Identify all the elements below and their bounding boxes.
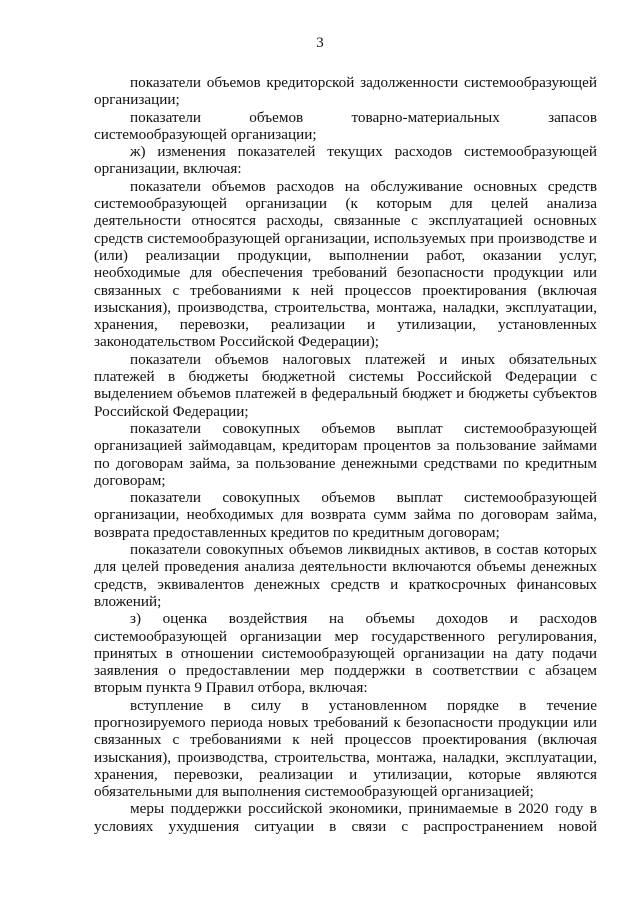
document-body (94, 74, 597, 835)
paragraph-item-zh: ж) изменения показателей текущих расходов системообразующей организации, включая: (94, 143, 597, 178)
paragraph-interest-payments: показатели совокупных объемов выплат системообразующей организацией займодавцам, кредиторам процентов за пользование займами по договорам займа, за пользование денежными средствами по кредитным договорам; (94, 419, 597, 489)
paragraph-support-measures: меры поддержки российской экономики, принимаемые в 2020 году в условиях ухудшения ситуации в связи с распространением новой (94, 800, 597, 835)
paragraph-fixed-assets-expenses: показатели объемов расходов на обслуживание основных средств системообразующей организации (к которым для целей анализа деятельности относятся расходы, связанные с эксплуатацией основных средств системообразующей организации, используемых при производстве и (или) реализации продукции, выполнении работ, оказании услуг, необходимые для обеспечения требований безопасности продукции или связанных с требованиями к ней процессов проектирования (включая изыскания), производства, строительства, монтажа, наладки, эксплуатации, хранения, перевозки, реализации и утилизации, установленных законодательством Российской Федерации); (94, 177, 597, 351)
paragraph-inventory: показатели объемов товарно-материальных запасов системообразующей организации; (94, 108, 597, 143)
paragraph-tax-payments: показатели объемов налоговых платежей и иных обязательных платежей в бюджеты бюджетной системы Российской Федерации с выделением объемов платежей в федеральный бюджет и бюджеты субъектов Российской Федерации; (94, 350, 597, 420)
paragraph-liquid-assets: показатели совокупных объемов ликвидных активов, в состав которых для целей проведения анализа деятельности включаются объемы денежных средств, эквивалентов денежных средств и краткосрочных финансовых вложений; (94, 541, 597, 610)
page-number: 3 (316, 35, 324, 51)
paragraph-creditor-debt: показатели объемов кредиторской задолженности системообразующей организации; (94, 74, 597, 109)
paragraph-loan-repayment: показатели совокупных объемов выплат системообразующей организации, необходимых для возврата сумм займа по договорам займа, возврата предоставленных кредитов по кредитным договорам; (94, 489, 597, 541)
paragraph-item-z: з) оценка воздействия на объемы доходов и расходов системообразующей организации мер государственного регулирования, принятых в отношении системообразующей организации на дату подачи заявления о предоставлении мер поддержки в соответствии с абзацем вторым пункта 9 Правил отбора, включая: (94, 610, 597, 697)
paragraph-new-requirements: вступление в силу в установленном порядке в течение прогнозируемого периода новых требований к безопасности продукции или связанных с требованиями к ней процессов проектирования (включая изыскания), производства, строительства, монтажа, наладки, эксплуатации, хранения, перевозки, реализации и утилизации, которые являются обязательными для выполнения системообразующей организацией; (94, 696, 597, 801)
